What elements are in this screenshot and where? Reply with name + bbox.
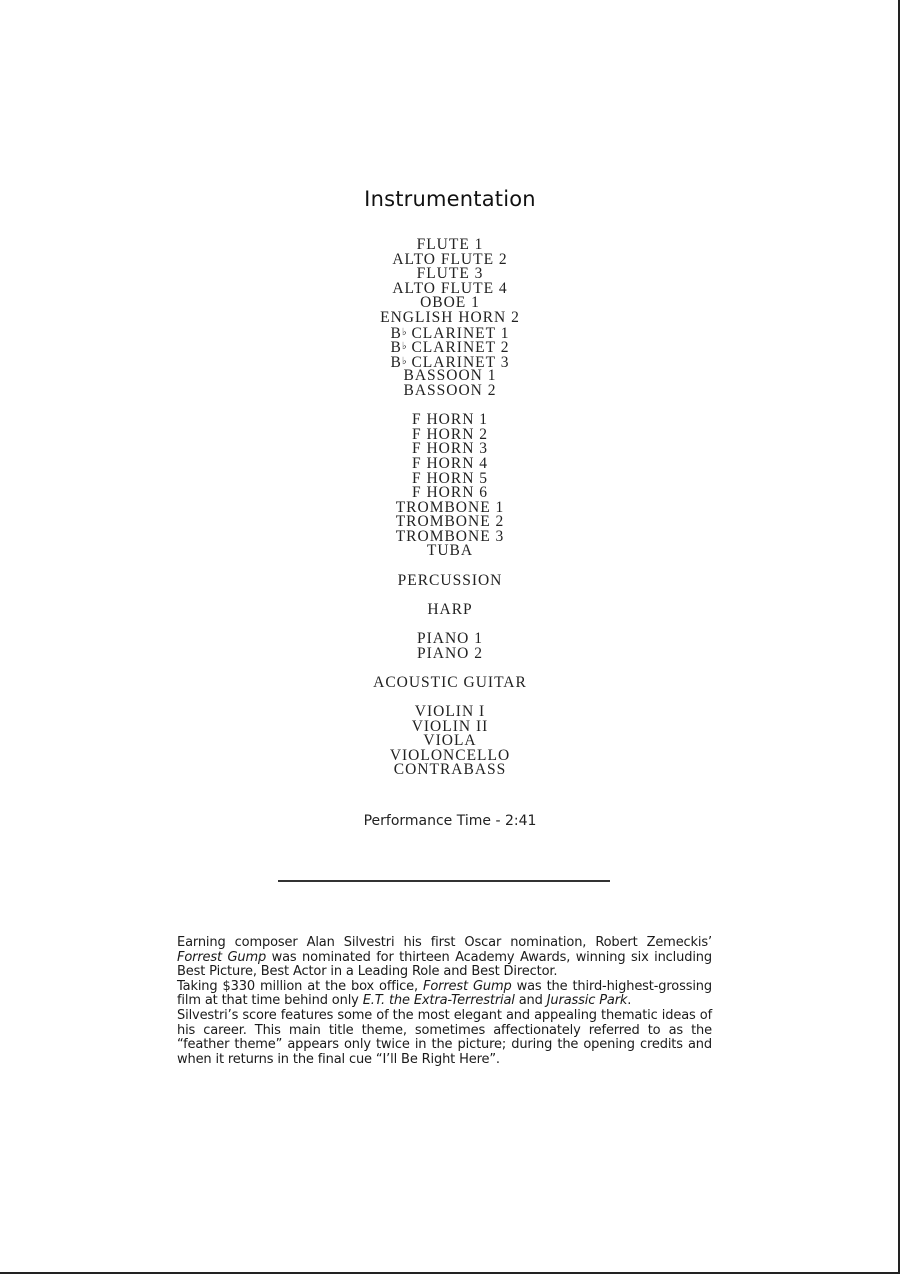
flat-sign: ♭ xyxy=(401,341,407,353)
instrument-item: ALTO FLUTE 2 xyxy=(392,250,508,268)
instrument-item: ACOUSTIC GUITAR xyxy=(373,673,527,691)
notes-paragraph-1 xyxy=(177,936,712,980)
instrument-item: FLUTE 1 xyxy=(416,236,484,253)
piano-group xyxy=(0,632,900,661)
notes-paragraph-2 xyxy=(177,980,712,1009)
film-title: Jurassic Park xyxy=(546,993,628,1009)
instrument-item: TROMBONE 3 xyxy=(395,527,505,545)
instrument-item: PERCUSSION xyxy=(397,571,503,589)
notes-paragraph-3: Silvestri’s score features some of the most elegant and appealing thematic ideas of his career. This main title theme, sometimes affectionately referred to as the “feather theme” appears only twice in the picture; during the opening credits and when it returns in the final cue “I’ll Be Right Here”. xyxy=(177,1007,712,1067)
instrument-item: F HORN 6 xyxy=(411,484,489,502)
instrument-item: F HORN 1 xyxy=(411,411,489,429)
instrument-item: FLUTE 3 xyxy=(416,265,484,283)
film-title: E.T. the Extra-Terrestrial xyxy=(362,993,515,1009)
instrument-item: ENGLISH HORN 2 xyxy=(380,308,520,326)
instrument-item: OBOE 1 xyxy=(420,294,480,312)
performance-time: Performance Time - 2:41 xyxy=(363,813,537,829)
instrument-item: F HORN 5 xyxy=(411,469,489,487)
instrument-item: TUBA xyxy=(426,542,474,560)
instrument-item: CONTRABASS xyxy=(393,761,507,779)
instrument-item: BASSOON 1 xyxy=(403,367,497,385)
instrument-item: F HORN 3 xyxy=(411,440,489,458)
instrument-item: TROMBONE 1 xyxy=(395,498,505,516)
instrument-item: VIOLA xyxy=(423,732,477,750)
instrument-item: F HORN 4 xyxy=(411,454,489,472)
percussion-group xyxy=(0,571,900,589)
brass-group xyxy=(0,413,900,559)
notes-text: was the third-highest-grossing film at that time behind only xyxy=(177,978,712,1009)
notes-text: . xyxy=(627,993,632,1009)
instrument-item: VIOLIN I xyxy=(414,703,486,720)
film-title: Forrest Gump xyxy=(177,949,267,965)
instrument-item: VIOLIN II xyxy=(411,717,489,735)
instrument-item: B♭ CLARINET 1 xyxy=(390,324,510,342)
notes-text: Taking $330 million at the box office, xyxy=(177,978,424,994)
instrument-item: B♭ CLARINET 2 xyxy=(390,339,510,357)
instrument-item: VIOLONCELLO xyxy=(389,746,511,764)
notes-text: was nominated for thirteen Academy Awards, winning six including Best Picture, Best Actor in a Leading Role and Best Director. xyxy=(177,949,712,980)
strings-group xyxy=(0,705,900,778)
instrument-item: B♭ CLARINET 3 xyxy=(390,353,510,371)
program-notes xyxy=(177,936,712,1067)
instrument-item: ALTO FLUTE 4 xyxy=(392,279,508,297)
notes-text: Earning composer Alan Silvestri his first Oscar nomination, Robert Zemeckis’ xyxy=(177,935,712,950)
flat-sign: ♭ xyxy=(401,326,407,338)
page-title: Instrumentation xyxy=(364,187,536,211)
woodwinds-group xyxy=(0,238,900,399)
divider-line xyxy=(278,880,610,882)
guitar-group xyxy=(0,673,900,691)
instrument-item: TROMBONE 2 xyxy=(395,513,505,531)
film-title: Forrest Gump xyxy=(423,978,512,994)
instrument-item: F HORN 2 xyxy=(411,425,489,443)
instrument-item: PIANO 1 xyxy=(417,630,483,648)
instrument-list xyxy=(0,238,900,793)
harp-group xyxy=(0,600,900,618)
notes-text: and xyxy=(514,993,547,1009)
instrument-item: BASSOON 2 xyxy=(403,381,497,399)
flat-sign: ♭ xyxy=(401,355,407,367)
instrument-item: PIANO 2 xyxy=(417,644,483,662)
instrument-item: HARP xyxy=(427,600,473,618)
